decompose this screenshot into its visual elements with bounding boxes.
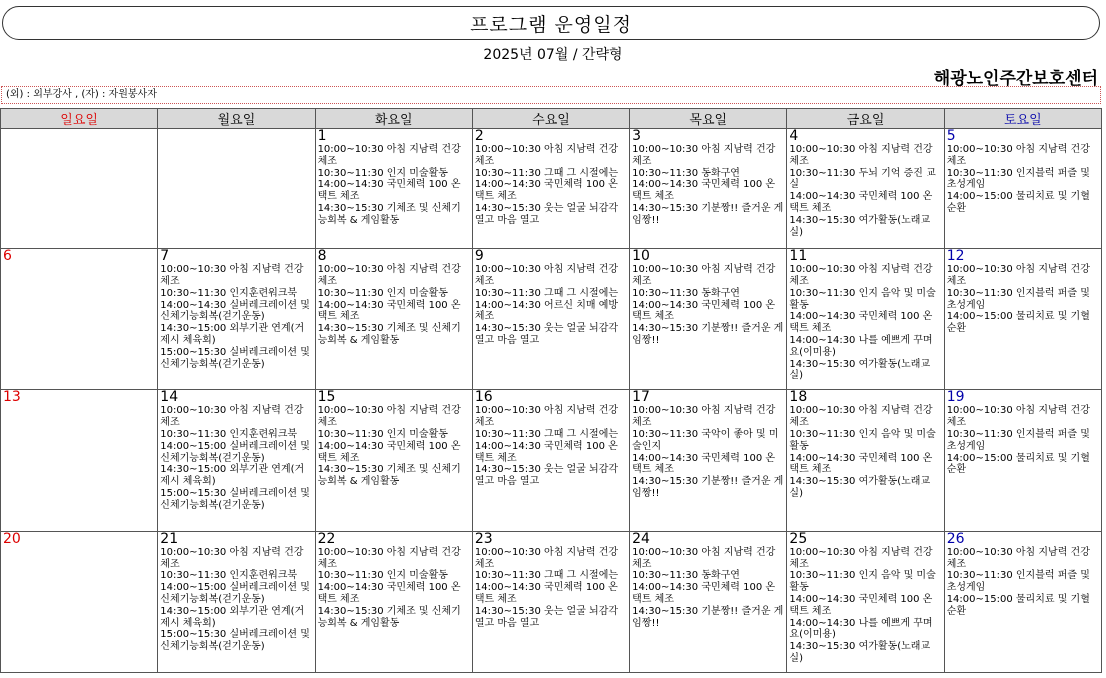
event-item: 14:00~15:00 실버레크레이션 및 신체기능회복(걷기운동): [160, 440, 310, 464]
day-number: 7: [160, 248, 170, 265]
event-item: 14:00~14:30 국민체력 100 온택트 체조: [632, 452, 776, 476]
event-item: 10:30~11:30 그때 그 시절에는: [474, 429, 619, 441]
event-list: [475, 405, 627, 488]
week-row: [1, 390, 1102, 531]
event-item: 15:00~15:30 실버레크레이션 및 신체기능회복(걷기운동): [160, 629, 310, 653]
event-item: 14:30~15:30 기분짱!! 즐거운 게임짱!!: [632, 476, 784, 500]
event-list: [947, 547, 1099, 618]
event-item: 10:30~11:30 인지 미술활동: [317, 287, 448, 299]
day-cell: [472, 129, 629, 249]
event-list: [947, 405, 1099, 476]
day-number: 11: [789, 248, 808, 265]
day-number: 23: [474, 531, 493, 547]
event-item: 14:00~14:30 실버레크레이션 및 신체기능회복(걷기운동): [160, 299, 310, 323]
day-number: 2: [474, 128, 484, 144]
event-item: 14:30~15:30 웃는 얼굴 뇌감각 열고 마음 열고: [474, 202, 619, 226]
event-item: 10:30~11:30 인지 음악 및 미술활동: [789, 287, 936, 311]
event-item: 10:30~11:30 국악이 좋아 및 미술인지: [632, 429, 779, 452]
event-item: 10:00~10:30 아침 지남력 건강체조: [160, 546, 304, 570]
event-list: [318, 264, 470, 347]
day-number: 8: [317, 248, 327, 265]
event-item: 10:00~10:30 아침 지남력 건강체조: [474, 546, 619, 570]
day-number: 21: [160, 531, 179, 547]
week-row: [1, 249, 1102, 390]
day-number: 15: [317, 389, 336, 406]
event-item: 14:30~15:30 웃는 얼굴 뇌감각 열고 마음 열고: [474, 464, 619, 488]
event-item: 10:30~11:30 인지블럭 퍼즐 및 초성게임: [946, 429, 1090, 452]
event-item: 10:30~11:30 인지 음악 및 미술활동: [789, 429, 936, 452]
event-item: 14:00~15:00 물리치료 및 기혈순환: [946, 593, 1090, 617]
event-list: [318, 144, 470, 227]
event-item: 14:00~14:30 나를 예쁘게 꾸며요(이미용): [789, 335, 933, 358]
event-item: 10:00~10:30 아침 지남력 건강체조: [160, 405, 304, 429]
event-item: 14:00~14:30 국민체력 100 온택트 체조: [317, 179, 461, 203]
event-list: [789, 547, 941, 665]
event-item: 10:00~10:30 아침 지남력 건강체조: [317, 405, 461, 429]
event-item: 10:30~11:30 인지 미술활동: [317, 570, 448, 582]
event-item: 14:00~14:30 국민체력 100 온택트 체조: [632, 179, 776, 203]
event-list: [318, 405, 470, 488]
day-number: 22: [317, 531, 336, 547]
day-cell: [630, 129, 787, 249]
event-item: 14:30~15:00 외부기관 연계(거제시 체육회): [160, 323, 305, 346]
event-item: 14:00~14:30 국민체력 100 온택트 체조: [632, 582, 776, 605]
event-item: 14:00~14:30 어르신 치매 예방 체조: [474, 299, 619, 323]
event-item: 10:00~10:30 아침 지남력 건강체조: [632, 264, 776, 288]
event-item: 10:30~11:30 인지블럭 퍼즐 및 초성게임: [946, 570, 1090, 594]
day-number: 14: [160, 389, 179, 406]
event-list: [632, 144, 784, 227]
event-item: 14:00~15:00 실버레크레이션 및 신체기능회복(걷기운동): [160, 582, 310, 605]
day-number: 12: [946, 248, 965, 265]
event-item: 10:00~10:30 아침 지남력 건강체조: [632, 144, 776, 167]
event-list: [160, 405, 312, 511]
event-item: 10:00~10:30 아침 지남력 건강체조: [632, 546, 776, 570]
event-item: 14:30~15:30 기분짱!! 즐거운 게임짱!!: [632, 323, 784, 346]
day-number: 6: [3, 248, 12, 265]
event-item: 10:00~10:30 아침 지남력 건강체조: [789, 405, 933, 429]
event-item: 14:30~15:30 여가활동(노래교실): [789, 358, 931, 382]
event-item: 10:30~11:30 인지 미술활동: [317, 429, 448, 441]
event-list: [947, 264, 1099, 335]
event-item: 14:00~15:00 물리치료 및 기혈순환: [946, 191, 1090, 214]
event-item: 14:00~15:00 물리치료 및 기혈순환: [946, 452, 1090, 476]
event-item: 14:30~15:30 기체조 및 신체기능회복 & 게임활동: [317, 464, 461, 488]
event-list: [318, 547, 470, 630]
day-number: 24: [632, 531, 650, 547]
day-cell: [944, 249, 1101, 390]
page-title: 프로그램 운영일정: [470, 13, 632, 36]
event-item: 10:30~11:30 인지블럭 퍼즐 및 초성게임: [946, 167, 1090, 191]
event-item: 14:30~15:00 외부기관 연계(거제시 체육회): [160, 605, 305, 629]
day-cell: [315, 390, 472, 531]
event-item: 14:00~14:30 국민체력 100 온택트 체조: [632, 299, 776, 323]
day-cell: [630, 390, 787, 531]
event-item: 14:30~15:30 여가활동(노래교실): [789, 476, 931, 500]
event-list: [632, 405, 784, 499]
event-item: 10:00~10:30 아침 지남력 건강체조: [317, 144, 461, 167]
event-item: 14:00~14:30 국민체력 100 온택트 체조: [789, 311, 933, 335]
event-item: 10:00~10:30 아침 지남력 건강체조: [632, 405, 776, 429]
day-number: 13: [3, 389, 21, 406]
day-cell: [315, 129, 472, 249]
event-item: 10:00~10:30 아침 지남력 건강체조: [946, 405, 1090, 429]
day-cell: [315, 531, 472, 672]
event-list: [475, 264, 627, 347]
day-cell: [472, 249, 629, 390]
event-list: [475, 144, 627, 227]
event-item: 10:30~11:30 인지 미술활동: [317, 167, 448, 179]
event-item: 14:00~14:30 국민체력 100 온택트 체조: [317, 440, 461, 464]
legend: (외) : 외부강사 , (자) : 자원봉사자: [1, 86, 1101, 104]
day-cell: [787, 129, 944, 249]
weekday-wednesday: 수요일: [472, 109, 629, 129]
title-banner: [2, 6, 1100, 40]
event-item: 10:00~10:30 아침 지남력 건강체조: [789, 264, 933, 288]
day-number: 1: [317, 128, 327, 144]
weekday-sunday: 일요일: [1, 109, 158, 129]
event-item: 14:30~15:00 외부기관 연계(거제시 체육회): [160, 464, 305, 488]
event-item: 10:00~10:30 아침 지남력 건강체조: [946, 264, 1090, 288]
day-number: 26: [946, 531, 965, 547]
event-item: 10:30~11:30 인지 음악 및 미술활동: [789, 570, 936, 594]
day-number: 19: [946, 389, 965, 406]
event-item: 10:00~10:30 아침 지남력 건강체조: [789, 144, 933, 167]
event-item: 14:30~15:30 기체조 및 신체기능회복 & 게임활동: [317, 323, 461, 346]
weekday-saturday: 토요일: [944, 109, 1101, 129]
day-cell: [1, 390, 158, 531]
day-cell: [1, 249, 158, 390]
event-item: 10:00~10:30 아침 지남력 건강체조: [946, 546, 1090, 570]
day-cell: [787, 390, 944, 531]
day-number: 20: [3, 531, 21, 547]
event-item: 10:30~11:30 인지블럭 퍼즐 및 초성게임: [946, 287, 1090, 311]
event-item: 14:30~15:30 기체조 및 신체기능회복 & 게임활동: [317, 605, 461, 629]
event-item: 10:30~11:30 그때 그 시절에는: [474, 287, 619, 299]
day-cell: [787, 531, 944, 672]
event-item: 14:30~15:30 웃는 얼굴 뇌감각 열고 마음 열고: [474, 323, 619, 346]
event-item: 14:30~15:30 여가활동(노래교실): [789, 214, 931, 238]
week-row: [1, 531, 1102, 672]
event-item: 14:00~14:30 국민체력 100 온택트 체조: [474, 582, 618, 605]
event-item: 14:00~14:30 국민체력 100 온택트 체조: [317, 582, 461, 605]
event-item: 14:30~15:30 기분짱!! 즐거운 게임짱!!: [632, 605, 784, 629]
event-list: [632, 264, 784, 347]
week-row: [1, 129, 1102, 249]
event-item: 10:30~11:30 동화구연: [632, 167, 740, 179]
event-item: 10:00~10:30 아침 지남력 건강체조: [474, 264, 619, 288]
day-number: 18: [789, 389, 808, 406]
event-list: [789, 264, 941, 382]
day-cell: [1, 531, 158, 672]
weekday-thursday: 목요일: [630, 109, 787, 129]
event-item: 14:30~15:30 기분짱!! 즐거운 게임짱!!: [632, 202, 784, 226]
weekday-monday: 월요일: [158, 109, 315, 129]
event-list: [789, 405, 941, 499]
event-list: [789, 144, 941, 238]
day-cell: [944, 390, 1101, 531]
day-cell: [472, 390, 629, 531]
event-item: 15:00~15:30 실버레크레이션 및 신체기능회복(걷기운동): [160, 488, 310, 511]
event-list: [160, 547, 312, 653]
event-item: 14:00~14:30 국민체력 100 온택트 체조: [789, 191, 933, 214]
event-item: 14:00~15:00 물리치료 및 기혈순환: [946, 311, 1090, 335]
day-number: 3: [632, 128, 642, 144]
day-cell: [158, 531, 315, 672]
event-item: 10:30~11:30 그때 그 시절에는: [474, 570, 619, 582]
event-item: 10:30~11:30 그때 그 시절에는: [474, 167, 619, 179]
event-item: 10:00~10:30 아침 지남력 건강체조: [474, 405, 619, 429]
event-item: 10:30~11:30 인지훈련워크북: [160, 570, 298, 582]
weekday-friday: 금요일: [787, 109, 944, 129]
event-item: 10:30~11:30 인지훈련워크북: [160, 287, 298, 299]
day-cell: [158, 390, 315, 531]
event-item: 10:30~11:30 동화구연: [632, 287, 740, 299]
event-item: 10:00~10:30 아침 지남력 건강체조: [474, 144, 619, 167]
event-item: 14:00~14:30 국민체력 100 온택트 체조: [789, 452, 933, 476]
day-cell: [315, 249, 472, 390]
day-cell: [158, 249, 315, 390]
event-item: 10:30~11:30 인지훈련워크북: [160, 429, 298, 441]
day-cell: [158, 129, 315, 249]
event-item: 14:00~14:30 국민체력 100 온택트 체조: [789, 593, 933, 617]
day-number: 16: [474, 389, 493, 406]
event-item: 10:00~10:30 아침 지남력 건강체조: [946, 144, 1090, 167]
event-list: [947, 144, 1099, 215]
event-item: 14:30~15:30 웃는 얼굴 뇌감각 열고 마음 열고: [474, 605, 619, 629]
weekday-tuesday: 화요일: [315, 109, 472, 129]
event-list: [160, 264, 312, 370]
day-cell: [944, 531, 1101, 672]
event-list: [475, 547, 627, 630]
page-subtitle: 2025년 07월 / 간략형: [483, 47, 623, 63]
day-cell: [472, 531, 629, 672]
event-item: 14:00~14:30 나를 예쁘게 꾸며요(이미용): [789, 617, 933, 641]
event-item: 10:30~11:30 동화구연: [632, 570, 740, 582]
event-item: 14:00~14:30 국민체력 100 온택트 체조: [474, 179, 618, 203]
center-name: 해광노인주간보호센터: [933, 69, 1098, 89]
day-number: 4: [789, 128, 799, 144]
day-number: 9: [474, 248, 484, 265]
day-cell: [1, 129, 158, 249]
day-number: 10: [632, 248, 650, 265]
event-item: 10:00~10:30 아침 지남력 건강체조: [317, 264, 461, 288]
event-item: 10:30~11:30 두뇌 기억 증진 교실: [789, 167, 936, 191]
event-item: 10:00~10:30 아침 지남력 건강체조: [160, 264, 304, 288]
event-item: 14:30~15:30 기체조 및 신체기능회복 & 게임활동: [317, 202, 461, 226]
day-number: 5: [946, 128, 956, 144]
event-list: [632, 547, 784, 630]
calendar-table: [0, 108, 1102, 673]
event-item: 15:00~15:30 실버레크레이션 및 신체기능회복(걷기운동): [160, 346, 310, 370]
day-cell: [630, 531, 787, 672]
day-cell: [630, 249, 787, 390]
event-item: 14:30~15:30 여가활동(노래교실): [789, 641, 931, 664]
day-number: 25: [789, 531, 808, 547]
event-item: 14:00~14:30 국민체력 100 온택트 체조: [317, 299, 461, 323]
event-item: 10:00~10:30 아침 지남력 건강체조: [317, 546, 461, 570]
weekday-header-row: [1, 109, 1102, 129]
event-item: 10:00~10:30 아침 지남력 건강체조: [789, 546, 933, 570]
day-cell: [944, 129, 1101, 249]
event-item: 14:00~14:30 국민체력 100 온택트 체조: [474, 440, 618, 464]
day-number: 17: [632, 389, 650, 406]
day-cell: [787, 249, 944, 390]
